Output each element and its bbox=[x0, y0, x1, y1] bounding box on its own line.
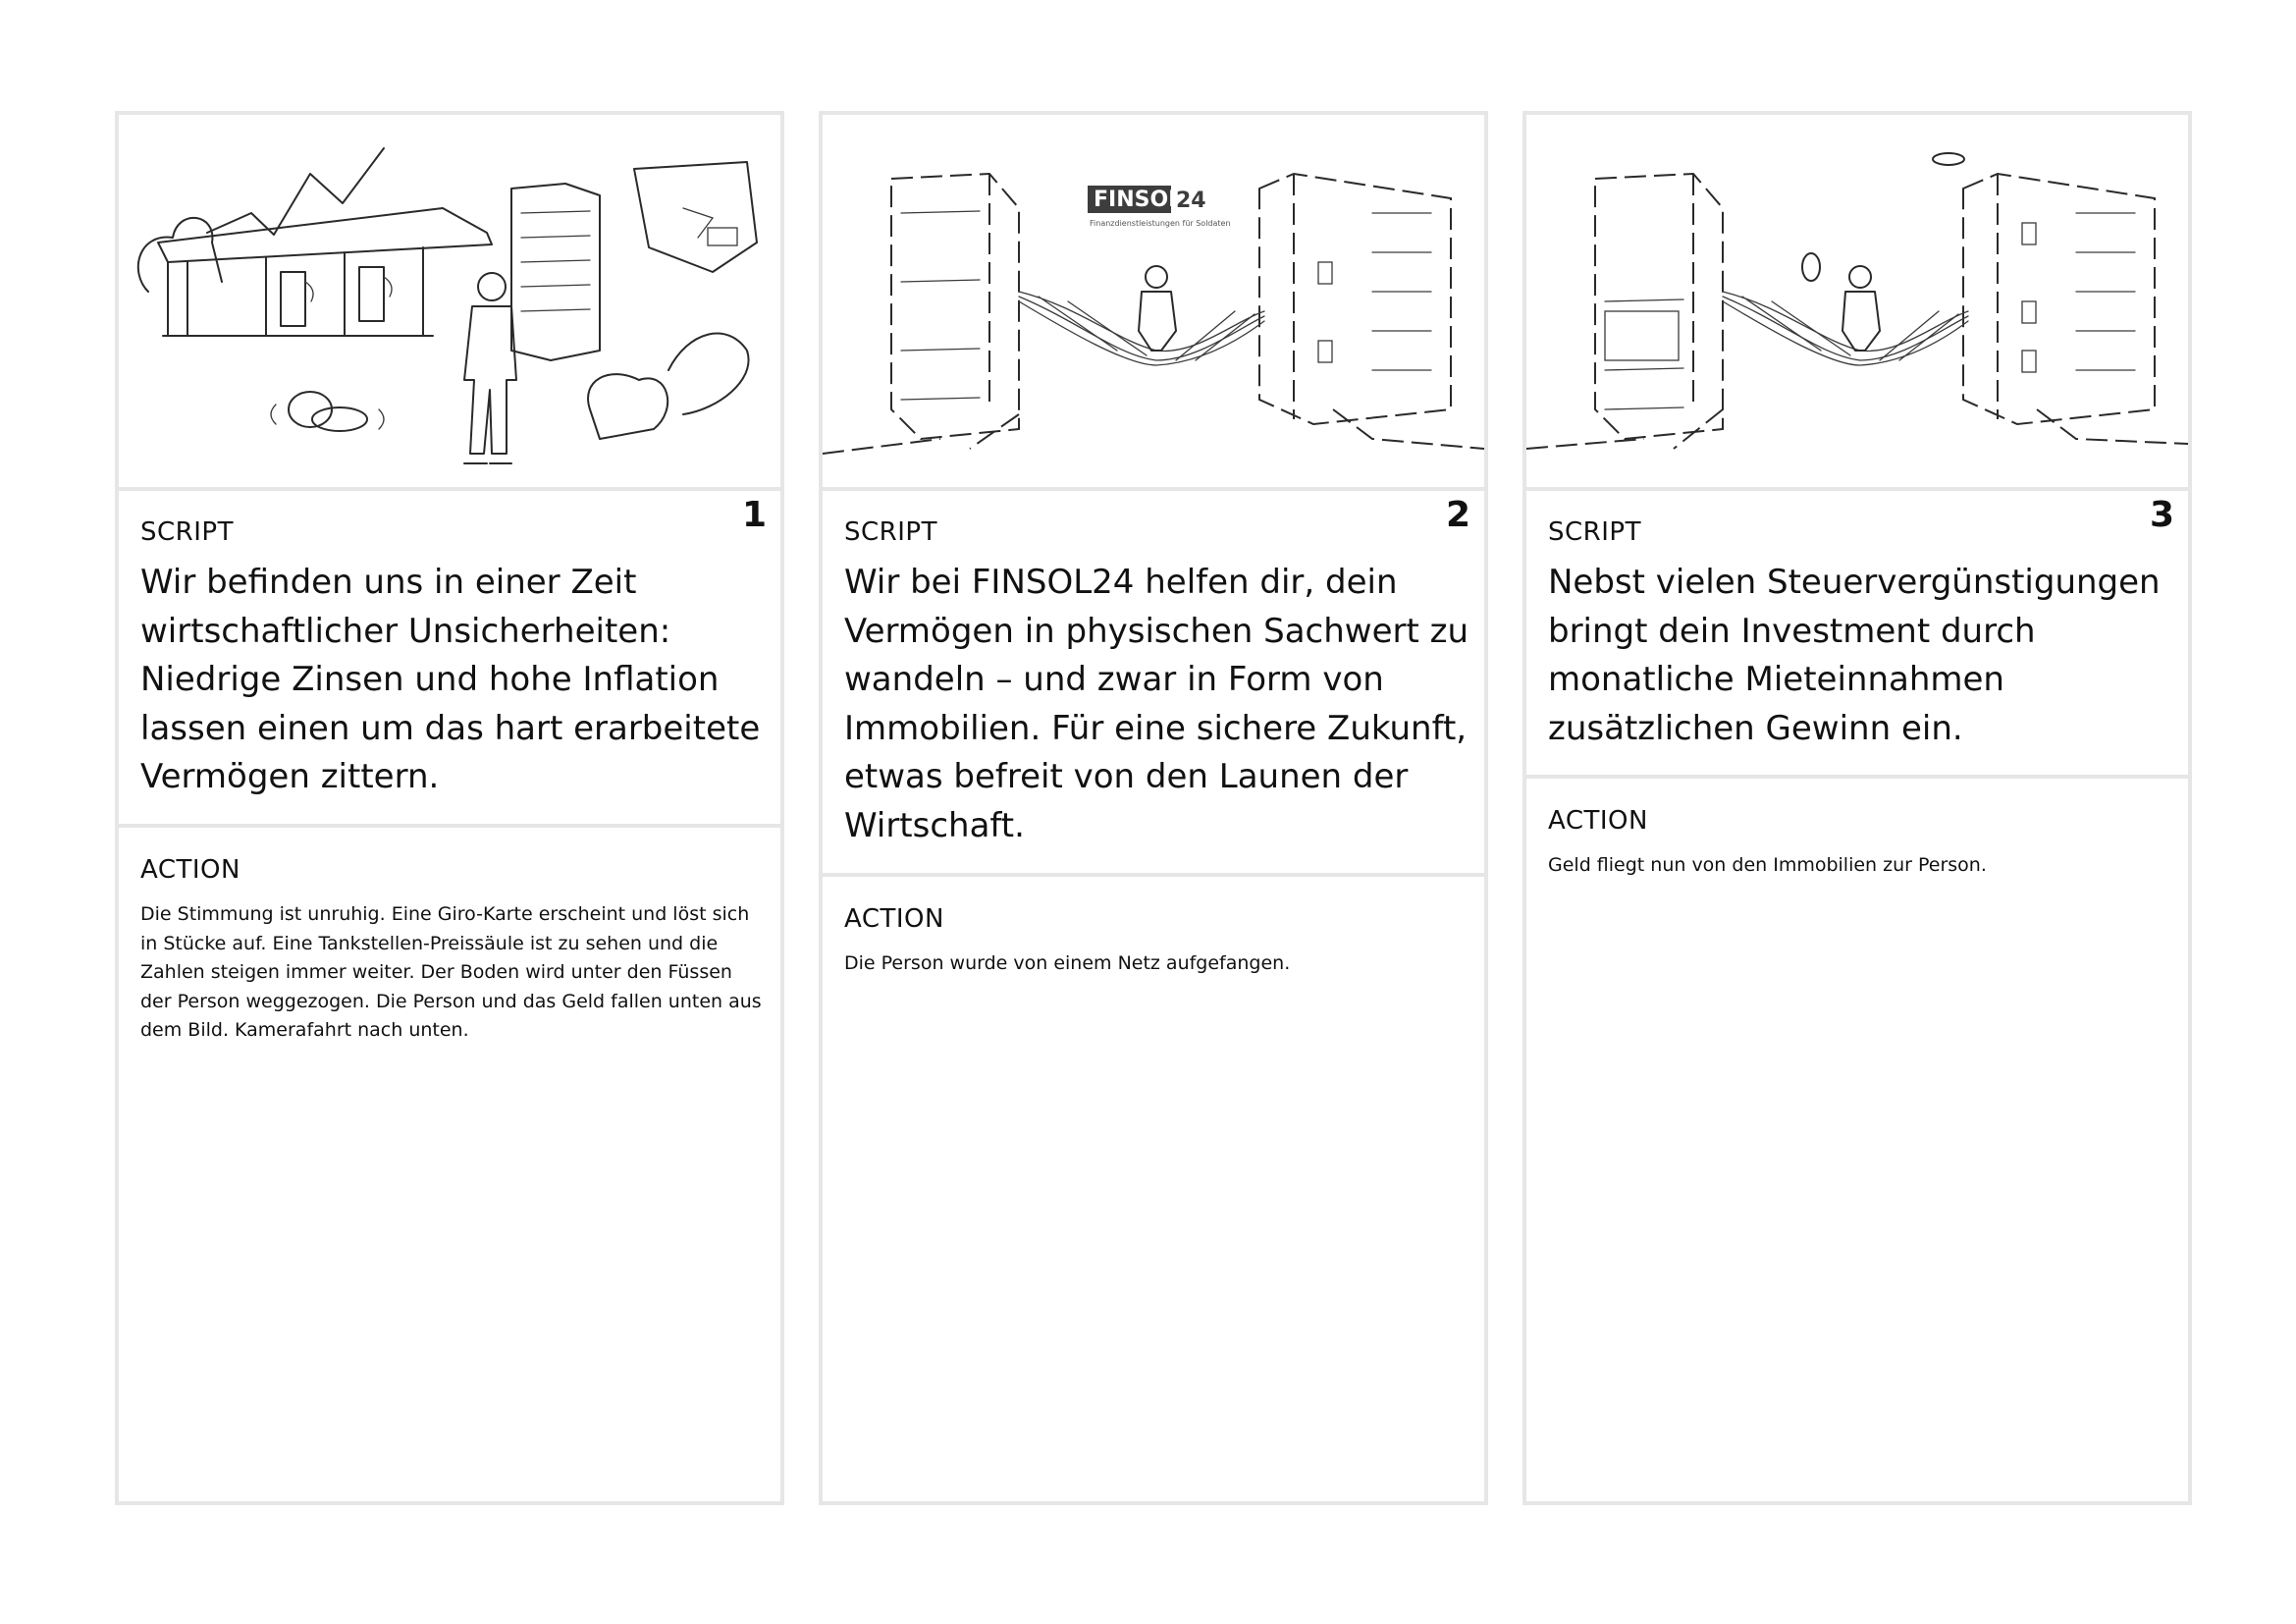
panel-divider bbox=[1526, 487, 2188, 491]
panel-divider bbox=[119, 824, 780, 828]
script-label: SCRIPT bbox=[140, 517, 234, 547]
storyboard-panel-3 bbox=[1522, 111, 2192, 1505]
panel-1-illustration bbox=[119, 115, 780, 491]
script-text: Nebst vielen Steuervergünstigungen bringt dein Investment durch monatliche Mieteinnahmen zusätzlichen Gewinn ein. bbox=[1548, 563, 2161, 748]
script-text: Wir bei FINSOL24 helfen dir, dein Vermögen in physischen Sachwert zu wandeln – und zwar in Form von Immobilien. Für eine sichere Zukunft, etwas befreit von den Launen der Wirtschaft. bbox=[844, 563, 1469, 845]
logo-suffix: 24 bbox=[1176, 189, 1206, 213]
panel-3-illustration bbox=[1526, 115, 2188, 491]
panel-divider bbox=[823, 873, 1484, 877]
action-label: ACTION bbox=[844, 904, 944, 934]
storyboard-panel-2 bbox=[819, 111, 1488, 1505]
action-text: Geld fliegt nun von den Immobilien zur Person. bbox=[1548, 854, 1987, 876]
logo-brand: FINSOL bbox=[1094, 188, 1183, 212]
panel-number: 2 bbox=[1445, 495, 1470, 535]
storyboard-panel-1 bbox=[115, 111, 784, 1505]
panel-1-sketch bbox=[119, 115, 780, 491]
action-text: Die Person wurde von einem Netz aufgefangen. bbox=[844, 952, 1291, 974]
logo-tagline: Finanzdienstleistungen für Soldaten bbox=[1090, 219, 1231, 228]
panel-number: 3 bbox=[2149, 495, 2174, 535]
action-text: Die Stimmung ist unruhig. Eine Giro-Karte erscheint und löst sich in Stücke auf. Eine Tankstellen-Preissäule ist zu sehen und die Zahlen steigen immer weiter. Der Boden wird unter den Füssen der Person weggezogen. Die Person und das Geld fallen unten aus dem Bild. Kamerafahrt nach unten. bbox=[140, 903, 762, 1041]
panel-divider bbox=[119, 487, 780, 491]
action-label: ACTION bbox=[1548, 806, 1648, 836]
panel-divider bbox=[823, 487, 1484, 491]
panel-2-sketch bbox=[823, 115, 1484, 491]
action-label: ACTION bbox=[140, 855, 240, 885]
panel-2-illustration bbox=[823, 115, 1484, 491]
panel-number: 1 bbox=[741, 495, 767, 535]
panel-3-sketch bbox=[1526, 115, 2188, 491]
script-text: Wir befinden uns in einer Zeit wirtschaftlicher Unsicherheiten: Niedrige Zinsen und hohe Inflation lassen einen um das hart erarbeitete Vermögen zittern. bbox=[140, 563, 761, 796]
script-label: SCRIPT bbox=[1548, 517, 1641, 547]
panel-divider bbox=[1526, 775, 2188, 779]
script-label: SCRIPT bbox=[844, 517, 937, 547]
